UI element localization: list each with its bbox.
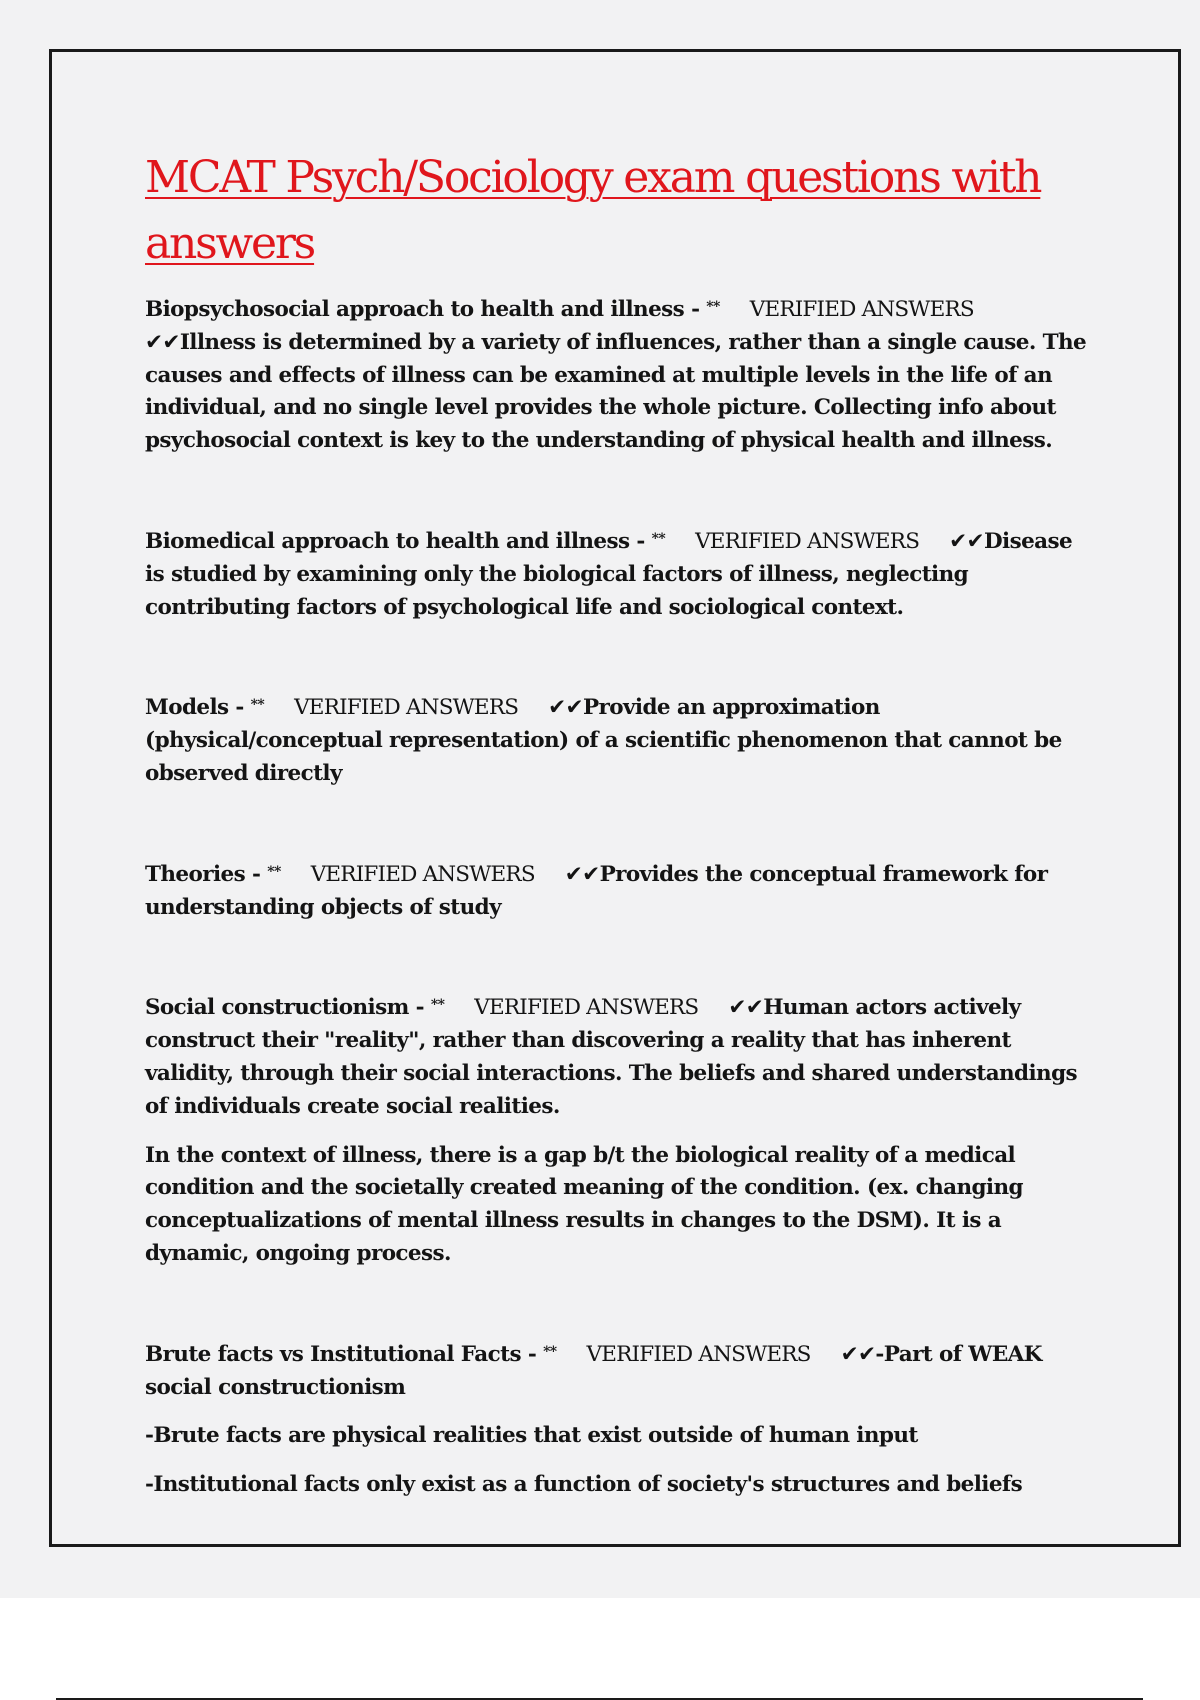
term: Brute facts vs Institutional Facts xyxy=(145,1341,521,1367)
verified-label: VERIFIED ANSWERS xyxy=(749,297,974,322)
qa-entry xyxy=(145,689,1090,790)
qa-first-paragraph xyxy=(145,689,1090,790)
qa-first-paragraph xyxy=(145,1336,1090,1405)
stars-icon: ** xyxy=(651,530,666,547)
term: Theories xyxy=(145,861,246,887)
checkmark-icon: ✔✔ xyxy=(840,1341,876,1367)
separator: - xyxy=(408,995,431,1021)
qa-entry xyxy=(145,856,1090,925)
document-title: MCAT Psych/Sociology exam questions with answers xyxy=(145,152,1041,269)
verified-label: VERIFIED ANSWERS xyxy=(310,861,535,887)
document-content xyxy=(145,145,1090,1502)
stars-icon: ** xyxy=(250,697,265,714)
qa-entry xyxy=(145,291,1090,458)
term: Social constructionism xyxy=(145,995,409,1021)
term: Models xyxy=(145,695,229,721)
stars-icon: ** xyxy=(430,997,445,1014)
checkmark-icon: ✔✔ xyxy=(564,861,600,887)
separator: - xyxy=(520,1341,544,1367)
term: Biopsychosocial approach to health and illness xyxy=(145,297,685,322)
checkmark-icon: ✔✔ xyxy=(548,695,583,721)
stars-icon: ** xyxy=(706,299,720,315)
checkmark-icon: ✔✔ xyxy=(145,329,180,355)
qa-first-paragraph xyxy=(145,291,1090,458)
qa-first-paragraph xyxy=(145,856,1090,925)
separator: - xyxy=(245,861,268,887)
separator: - xyxy=(228,695,251,721)
stars-icon: ** xyxy=(267,863,281,880)
checkmark-icon: ✔✔ xyxy=(728,995,764,1021)
verified-label: VERIFIED ANSWERS xyxy=(474,995,699,1021)
stars-icon: ** xyxy=(543,1343,557,1360)
definition: Disease is studied by examining only the biological factors of illness, neglecting contributing factors of psychological life and sociological context. xyxy=(145,528,1073,620)
verified-label: VERIFIED ANSWERS xyxy=(695,528,920,554)
checkmark-icon: ✔✔ xyxy=(949,528,984,554)
definition: Provides the conceptual framework for understanding objects of study xyxy=(145,861,1048,920)
definition: Provide an approximation (physical/conceptual representation) of a scientific phenomenon that cannot be observed directly xyxy=(145,695,1062,786)
verified-label: VERIFIED ANSWERS xyxy=(586,1341,811,1367)
verified-label: VERIFIED ANSWERS xyxy=(294,695,519,721)
separator: - xyxy=(684,297,707,322)
definition: Illness is determined by a variety of influences, rather than a single cause. The causes and effects of illness can be examined at multiple levels in the life of an individual, and no single level provides the whole picture. Collecting info about psychosocial context is key to the understanding of physical health and illness. xyxy=(145,329,1087,454)
qa-extra-paragraph: -Institutional facts only exist as a function of society's structures and beliefs xyxy=(145,1472,1023,1498)
term: Biomedical approach to health and illness xyxy=(145,528,630,554)
separator: - xyxy=(629,528,652,554)
qa-entry xyxy=(145,1336,1090,1502)
qa-first-paragraph xyxy=(145,523,1090,624)
definition: -Part of WEAK social constructionism xyxy=(145,1341,1042,1400)
qa-entry xyxy=(145,523,1090,624)
qa-entry xyxy=(145,989,1090,1270)
qa-extra-paragraph: -Brute facts are physical realities that exist outside of human input xyxy=(145,1423,918,1449)
qa-first-paragraph xyxy=(145,989,1090,1123)
qa-extra-paragraph: In the context of illness, there is a gap b/t the biological reality of a medical condition and the societally created meaning of the condition. (ex. changing conceptualizations of mental illness results in changes to the DSM). It is a dynamic, ongoing process. xyxy=(145,1142,1023,1266)
definition: Human actors actively construct their "reality", rather than discovering a reality that has inherent validity, through their social interactions. The beliefs and shared understandings of individuals create social realities. xyxy=(145,995,1078,1119)
